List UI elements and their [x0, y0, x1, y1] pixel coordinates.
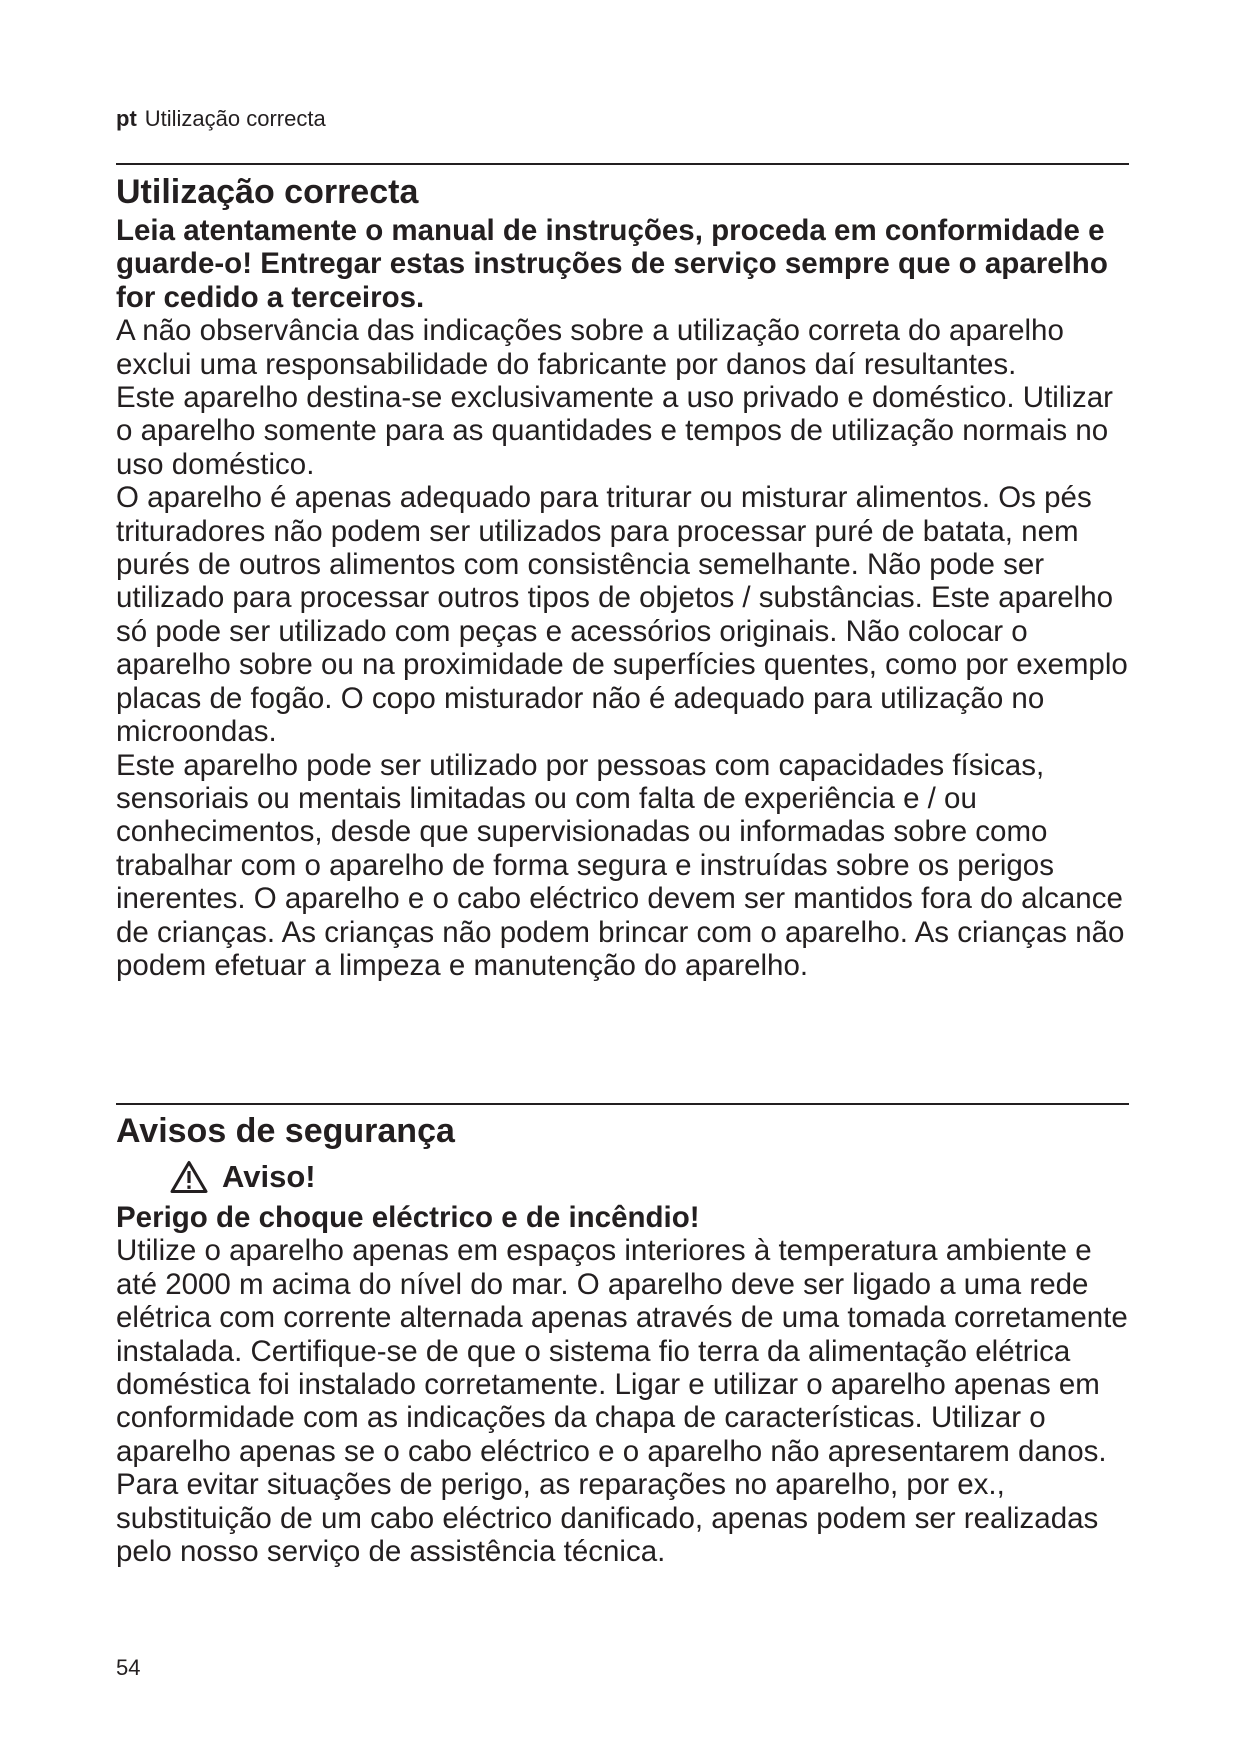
body-paragraph: A não observância das indicações sobre a utilização correta do aparelho exclui uma responsabilidade do fabricante por danos daí resultantes.	[116, 314, 1064, 381]
warning-callout	[170, 1153, 1136, 1201]
section-safety-warnings	[116, 1109, 1136, 1568]
body-paragraph: Utilize o aparelho apenas em espaços interiores à temperatura ambiente e até 2000 m acima do nível do mar. O aparelho deve ser ligado a uma rede elétrica com corrente alternada apenas através de uma tomada corretamente instalada. Certifique-se de que o sistema fio terra da alimentação elétrica doméstica foi instalado corretamente. Ligar e utilizar o aparelho apenas em conformidade com as indicações da chapa de características. Utilizar o aparelho apenas se o cabo eléctrico e o aparelho não apresentarem danos. Para evitar situações de perigo, as reparações no aparelho, por ex., substituição de um cabo eléctrico danificado, apenas podem ser realizadas pelo nosso serviço de assistência técnica.	[116, 1234, 1128, 1569]
warning-subheading: Perigo de choque eléctrico e de incêndio!	[116, 1201, 700, 1234]
body-paragraph: Este aparelho destina-se exclusivamente a uso privado e doméstico. Utilizar o aparelho somente para as quantidades e tempos de utilização normais no uso doméstico.	[116, 381, 1113, 481]
body-paragraph: Este aparelho pode ser utilizado por pessoas com capacidades físicas, sensoriais ou mentais limitadas ou com falta de experiência e / ou conhecimentos, desde que supervisionadas ou informadas sobre como trabalhar com o aparelho de forma segura e instruídas sobre os perigos inerentes. O aparelho e o cabo eléctrico devem ser mantidos fora do alcance de crianças. As crianças não podem brincar com o aparelho. As crianças não podem efetuar a limpeza e manutenção do aparelho.	[116, 748, 1125, 982]
section-heading: Avisos de segurança	[116, 1112, 455, 1150]
warning-triangle-icon	[170, 1160, 208, 1194]
section-divider-bottom	[116, 1103, 1129, 1105]
page-number: 54	[116, 1655, 141, 1680]
warning-label: Aviso!	[222, 1159, 316, 1194]
running-header	[116, 106, 326, 132]
body-paragraph: O aparelho é apenas adequado para triturar ou misturar alimentos. Os pés trituradores não podem ser utilizados para processar puré de batata, nem purés de outros alimentos com consistência semelhante. Não pode ser utilizado para processar outros tipos de objetos / substâncias. Este aparelho só pode ser utilizado com peças e acessórios originais. Não colocar o aparelho sobre ou na proximidade de superfícies quentes, como por exemplo placas de fogão. O copo misturador não é adequado para utilização no microondas.	[116, 481, 1128, 749]
section-heading: Utilização correcta	[116, 173, 419, 211]
section-divider-top	[116, 163, 1129, 165]
language-code: pt	[116, 106, 137, 131]
running-header-title: Utilização correcta	[144, 106, 326, 131]
section-intended-use	[116, 170, 1136, 982]
lead-paragraph: Leia atentamente o manual de instruções, proceda em conformidade e guarde-o! Entregar estas instruções de serviço sempre que o aparelho for cedido a terceiros.	[116, 214, 1108, 314]
